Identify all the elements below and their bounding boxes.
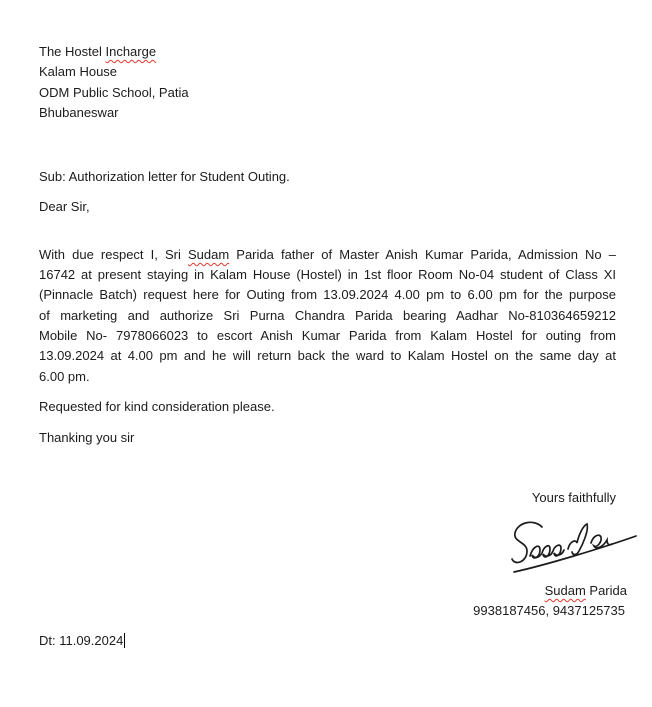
body-text: With due respect I, Sri bbox=[39, 246, 188, 262]
body-line[interactable]: of marketing and authorize Sri Purna Chandra Parida bearing Aadhar No-810364659212 bbox=[39, 307, 616, 323]
body-line[interactable]: 6.00 pm. bbox=[39, 368, 90, 384]
signature-image[interactable] bbox=[39, 515, 642, 581]
body-text: Parida father of Master Anish Kumar Parida, Admission No – bbox=[229, 246, 616, 262]
address-text: The Hostel bbox=[39, 44, 106, 59]
body-paragraph[interactable] bbox=[39, 245, 616, 387]
misspelled-word: Incharge bbox=[105, 44, 157, 59]
request-line[interactable]: Requested for kind consideration please. bbox=[39, 398, 275, 414]
text-cursor bbox=[124, 633, 125, 648]
recipient-address bbox=[39, 42, 616, 123]
body-line[interactable]: Mobile No- 7978066023 to escort Anish Kumar Parida from Kalam Hostel for outing from bbox=[39, 327, 616, 343]
body-line[interactable]: 13.09.2024 at 4.00 pm and he will return back the ward to Kalam Hostel on the same day at bbox=[39, 348, 616, 364]
letter-content bbox=[39, 42, 627, 652]
signature-block bbox=[39, 488, 627, 621]
signatory-name bbox=[39, 581, 627, 601]
signatory-surname: Parida bbox=[585, 582, 627, 598]
address-line[interactable] bbox=[39, 42, 616, 62]
misspelled-word: Sudam bbox=[544, 582, 586, 598]
body-line[interactable]: 16742 at present staying in Kalam House (Hostel) in 1st floor Room No-04 student of Class XI bbox=[39, 267, 616, 283]
address-line[interactable]: Bhubaneswar bbox=[39, 104, 119, 120]
date-line[interactable] bbox=[39, 631, 616, 651]
date-text: Dt: 11.09.2024 bbox=[39, 633, 124, 649]
thanks-line[interactable]: Thanking you sir bbox=[39, 430, 135, 446]
body-line[interactable] bbox=[39, 245, 616, 265]
signatory-phones: 9938187456, 9437125735 bbox=[473, 603, 625, 619]
body-line[interactable]: (Pinnacle Batch) request here for Outing from 13.09.2024 4.00 pm to 6.00 pm for the purpose bbox=[39, 287, 616, 303]
valediction-line[interactable]: Yours faithfully bbox=[531, 490, 616, 506]
salutation-line[interactable]: Dear Sir, bbox=[39, 199, 90, 215]
address-line[interactable]: ODM Public School, Patia bbox=[39, 84, 189, 100]
subject-line[interactable]: Sub: Authorization letter for Student Outing. bbox=[39, 169, 290, 185]
address-line[interactable]: Kalam House bbox=[39, 64, 118, 80]
misspelled-word: Sudam bbox=[187, 246, 230, 262]
signature-scrawl bbox=[506, 515, 642, 579]
